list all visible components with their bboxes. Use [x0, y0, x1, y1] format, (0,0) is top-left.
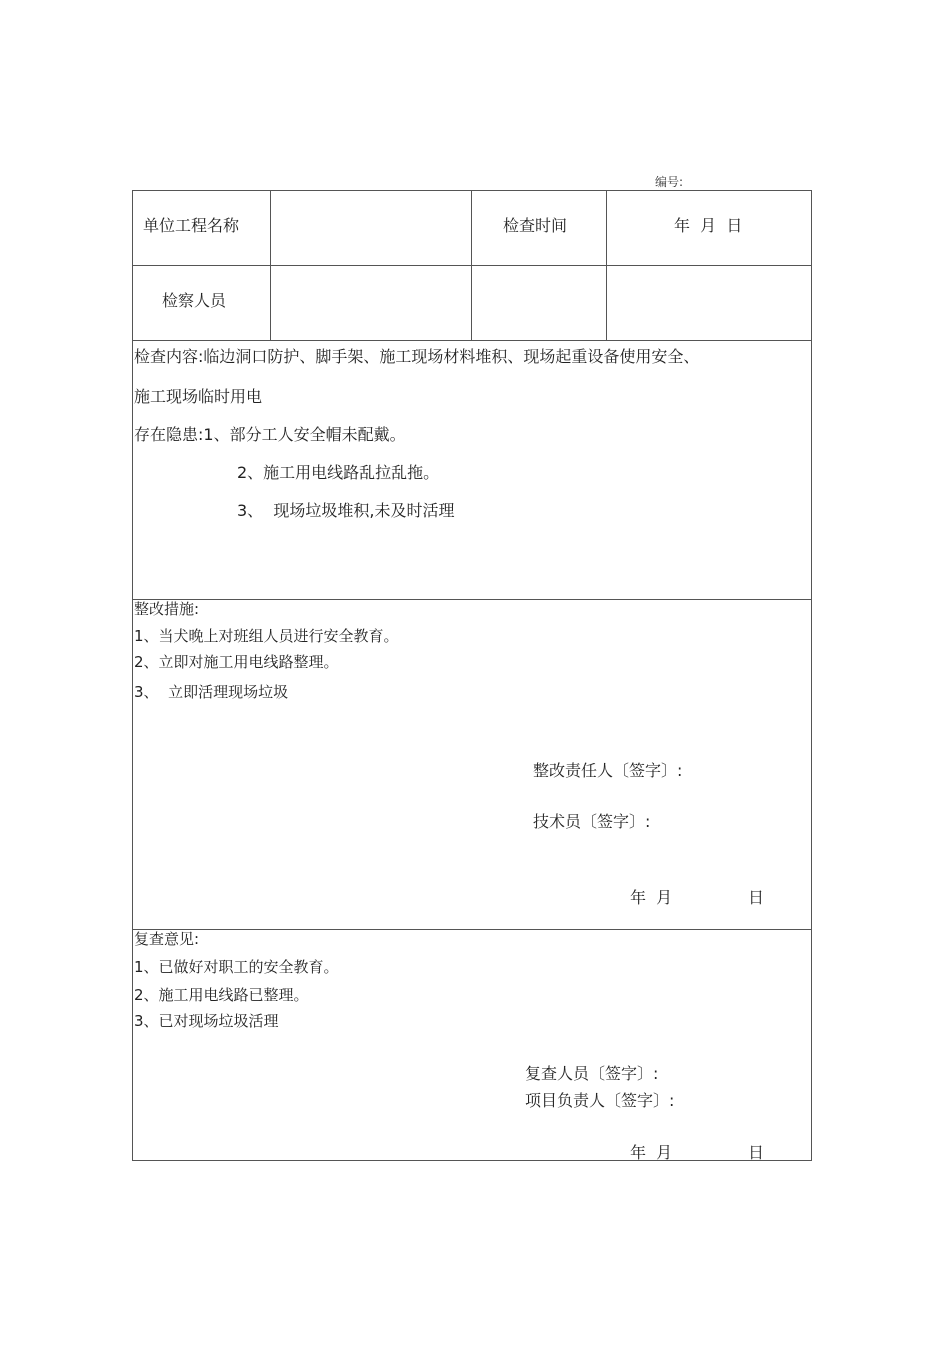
- row-divider-1: [132, 265, 812, 266]
- technician-signature-field[interactable]: 技术员〔签字〕:: [533, 812, 651, 831]
- col-divider-3: [606, 190, 607, 340]
- rectification-item: 1、当犬晚上对班组人员进行安全教育。: [134, 627, 399, 645]
- review-item: 3、已对现场垃圾活理: [134, 1012, 279, 1030]
- inspectors-label: 检察人员: [162, 291, 227, 310]
- review-heading: 复查意见:: [134, 930, 200, 948]
- review-item: 2、施工用电线路已整理。: [134, 986, 309, 1004]
- check-time-label: 检查时间: [503, 216, 568, 235]
- row-divider-3: [132, 599, 812, 600]
- col-divider-1: [270, 190, 271, 340]
- review-date-year-month[interactable]: 年 月: [630, 1143, 673, 1162]
- inspection-content-line-2: 施工现场临时用电: [134, 387, 263, 406]
- serial-number-label: 编号:: [655, 175, 684, 189]
- review-date-day[interactable]: 日: [748, 1143, 765, 1162]
- responsible-signature-field[interactable]: 整改责任人〔签字〕:: [533, 761, 683, 780]
- rectification-item: 2、立即对施工用电线路整理。: [134, 653, 339, 671]
- hazard-item-3: 3、 现场垃圾堆积,未及时活理: [237, 501, 455, 520]
- col-divider-2: [471, 190, 472, 340]
- row-divider-4: [132, 929, 812, 930]
- rectification-date-day[interactable]: 日: [748, 888, 765, 907]
- check-date-field[interactable]: 年 月 日: [674, 216, 743, 235]
- inspectors-field-1[interactable]: [276, 288, 466, 308]
- rectification-date-year-month[interactable]: 年 月: [630, 888, 673, 907]
- inspectors-field-3[interactable]: [612, 288, 804, 308]
- hazard-item-2: 2、施工用电线路乱拉乱拖。: [237, 463, 440, 482]
- reviewer-signature-field[interactable]: 复查人员〔签字〕:: [525, 1064, 659, 1083]
- rectification-item: 3、 立即活理现场垃圾: [134, 683, 289, 701]
- manager-signature-field[interactable]: 项目负责人〔签字〕:: [525, 1091, 675, 1110]
- inspectors-field-2[interactable]: [478, 288, 600, 308]
- inspection-content-line-1: 检查内容:临边洞口防护、脚手架、施工现场材料堆积、现场起重设备使用安全、: [134, 347, 700, 366]
- hazards-intro: 存在隐患:1、部分工人安全帽未配戴。: [134, 425, 406, 444]
- review-item: 1、已做好对职工的安全教育。: [134, 958, 339, 976]
- rectification-heading: 整改措施:: [134, 600, 200, 618]
- project-name-field[interactable]: [276, 213, 466, 233]
- row-divider-2: [132, 340, 812, 341]
- project-name-label: 单位工程名称: [143, 216, 240, 235]
